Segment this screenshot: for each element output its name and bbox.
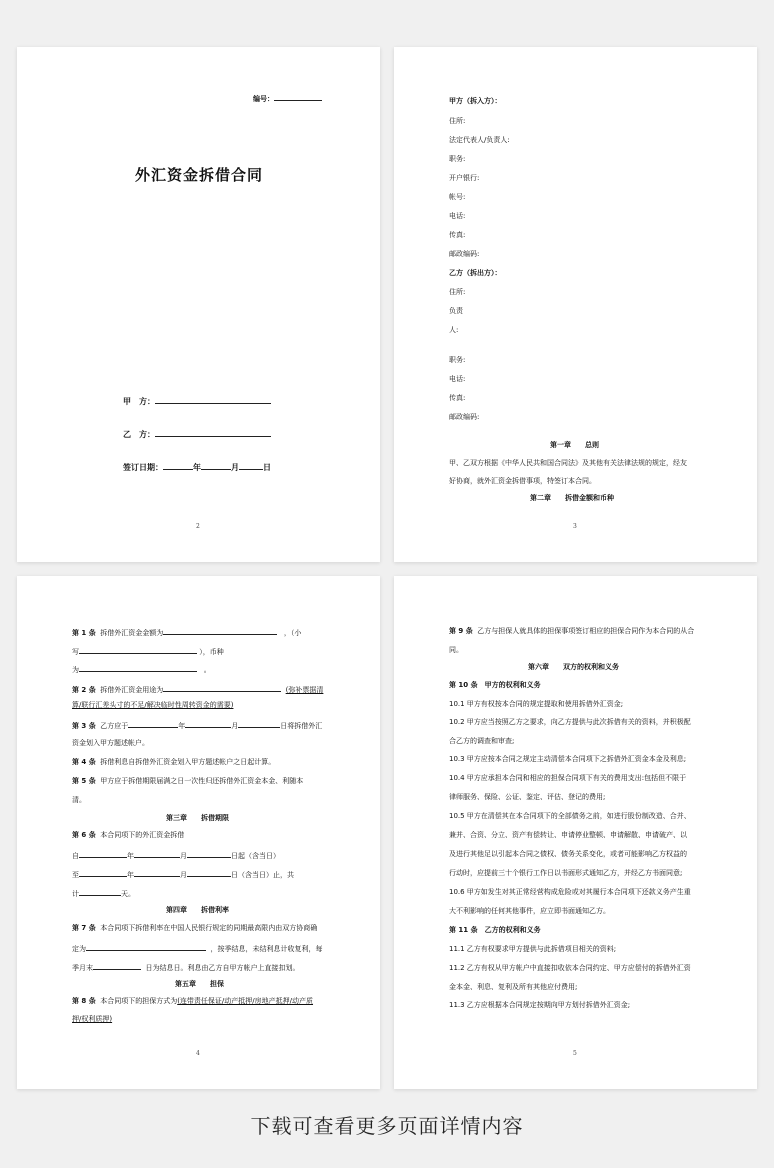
paragraph-line: 10.2 甲方应当按照乙方之要求，向乙方提供与此次拆借有关的资料，并积极配 <box>449 718 691 726</box>
chapter-heading: 第三章 拆借期限 <box>166 814 229 822</box>
article-5: 第 5 条 甲方应于拆借期限届满之日一次性归还拆借外汇资金本金、利随本 <box>72 777 304 785</box>
paragraph-line: 11.3 乙方应根据本合同规定按期向甲方划付拆借外汇资金; <box>449 1001 631 1009</box>
paragraph-line: 金本金、利息、复利及所有其他应付费用; <box>449 983 578 991</box>
party-b-field: 人: <box>449 326 459 334</box>
article-8-line: 押/权利质押) <box>72 1015 113 1023</box>
paragraph-line: 11.1 乙方有权要求甲方提供与此拆借项目相关的资料; <box>449 945 617 953</box>
article-6-line: 计 天。 <box>72 887 135 899</box>
article-7-line: 季月末 日为结息日。利息由乙方自甲方帐户上直接扣划。 <box>72 961 299 973</box>
paragraph-line: 大不利影响的任何其他事件，应立即书面通知乙方。 <box>449 907 610 915</box>
party-a-field: 电话: <box>449 212 466 220</box>
article-6-line: 至 年 月 日（含当日）止，共 <box>72 868 294 880</box>
party-b-field: 负责 <box>449 307 463 315</box>
party-a-signature-field: 甲 方： <box>123 394 271 407</box>
contract-page-1 <box>17 47 380 562</box>
party-b-field: 住所: <box>449 288 466 296</box>
party-a-field: 住所: <box>449 117 466 125</box>
chapter-heading: 第一章 总则 <box>550 441 599 449</box>
page-number: 4 <box>196 1050 200 1057</box>
party-a-heading: 甲方（拆入方）： <box>449 97 502 105</box>
paragraph-line: 好协商，就外汇资金拆借事项，特签订本合同。 <box>449 477 596 485</box>
paragraph-line: 10.5 甲方在清偿其在本合同项下的全部债务之前，如进行股份制改造、合并、 <box>449 812 691 820</box>
party-b-field: 邮政编码: <box>449 413 480 421</box>
article-1-line: 为 。 <box>72 663 211 675</box>
article-1: 第 1 条 拆借外汇资金金额为 ，（小 <box>72 626 301 638</box>
article-9: 第 9 条 乙方与担保人就具体的担保事项签订相应的担保合同作为本合同的从合 <box>449 627 695 635</box>
article-5-line: 清。 <box>72 796 86 804</box>
paragraph-line: 10.3 甲方应按本合同之规定主动清偿本合同项下之拆借外汇资金本金及利息; <box>449 755 687 763</box>
party-b-field: 电话: <box>449 375 466 383</box>
party-b-signature-field: 乙 方： <box>123 427 271 440</box>
paragraph-line: 兼并、合资、分立、资产有偿转让、申请停业整顿、申请解散、申请破产、以 <box>449 831 687 839</box>
contract-number-label: 编号： <box>253 95 274 103</box>
paragraph-line: 10.6 甲方如发生对其正常经营构成危险或对其履行本合同项下还款义务产生重 <box>449 888 691 896</box>
chapter-heading: 第四章 拆借利率 <box>166 906 229 914</box>
paragraph-line: 10.1 甲方有权按本合同的规定提取和使用拆借外汇资金; <box>449 700 624 708</box>
chapter-heading: 第六章 双方的权利和义务 <box>528 663 619 671</box>
contract-number-field <box>253 92 322 104</box>
party-a-field: 法定代表人/负责人: <box>449 136 510 144</box>
paragraph-line: 合乙方的调查和审查; <box>449 737 515 745</box>
article-2: 第 2 条 拆借外汇资金用途为 (弥补票据清 <box>72 683 323 695</box>
contract-page-3 <box>17 576 380 1089</box>
party-a-field: 帐号: <box>449 193 466 201</box>
article-1-line: 写 ），币种 <box>72 645 224 657</box>
article-2-line: 算/联行汇差头寸的不足/解决临时性周转资金的需要) <box>72 701 234 709</box>
contract-page-4 <box>394 576 757 1089</box>
party-b-field: 传真: <box>449 394 466 402</box>
chapter-heading: 第二章 拆借金额和币种 <box>530 494 614 502</box>
article-9-line: 同。 <box>449 646 463 654</box>
contract-page-2 <box>394 47 757 562</box>
contract-title: 外汇资金拆借合同 <box>135 166 264 184</box>
download-more-banner[interactable]: 下载可查看更多页面详情内容 <box>250 1114 524 1138</box>
party-a-field: 传真: <box>449 231 466 239</box>
party-b-heading: 乙方（拆出方）： <box>449 269 502 277</box>
sign-date-field: 签订日期： 年 月 日 <box>123 460 271 473</box>
party-a-field: 职务: <box>449 155 466 163</box>
page-number: 3 <box>573 523 577 530</box>
party-b-field: 职务: <box>449 356 466 364</box>
article-10-heading: 第 10 条 甲方的权利和义务 <box>449 681 541 689</box>
party-a-field: 开户银行: <box>449 174 480 182</box>
paragraph-line: 律师服务、保险、公证、鉴定、评估、登记的费用; <box>449 793 606 801</box>
article-3: 第 3 条 乙方应于 年 月 日将拆借外汇 <box>72 719 322 731</box>
article-7: 第 7 条 本合同项下拆借利率在中国人民银行规定的同期最高限内由双方协商确 <box>72 924 318 932</box>
chapter-heading: 第五章 担保 <box>175 980 224 988</box>
article-6: 第 6 条 本合同项下的外汇资金拆借 <box>72 831 185 839</box>
paragraph-line: 10.4 甲方应承担本合同和相应的担保合同项下有关的费用支出:包括但不限于 <box>449 774 687 782</box>
page-number: 2 <box>196 523 200 530</box>
page-number: 5 <box>573 1050 577 1057</box>
article-11-heading: 第 11 条 乙方的权利和义务 <box>449 926 541 934</box>
article-4: 第 4 条 拆借利息自拆借外汇资金划入甲方题述帐户之日起计算。 <box>72 758 276 766</box>
article-8: 第 8 条 本合同项下的担保方式为(连带责任保证/动产抵押/房地产抵押/动产质 <box>72 997 314 1005</box>
paragraph-line: 及进行其他足以引起本合同之债权、债务关系变化，或者可能影响乙方权益的 <box>449 850 687 858</box>
party-a-field: 邮政编码: <box>449 250 480 258</box>
paragraph-line: 11.2 乙方有权从甲方帐户中直接扣收依本合同约定、甲方应偿付的拆借外汇资 <box>449 964 691 972</box>
article-7-line: 定为 ，按季结息，未结利息计收复利，每 <box>72 942 322 954</box>
article-3-line: 资金划入甲方题述帐户。 <box>72 739 149 747</box>
paragraph-line: 行动时，应提前三十个银行工作日以书面形式通知乙方，并经乙方书面同意; <box>449 869 683 877</box>
article-6-line: 自 年 月 日起（含当日） <box>72 849 280 861</box>
paragraph-line: 甲、乙双方根据《中华人民共和国合同法》及其他有关法律法规的规定，经友 <box>449 459 687 467</box>
